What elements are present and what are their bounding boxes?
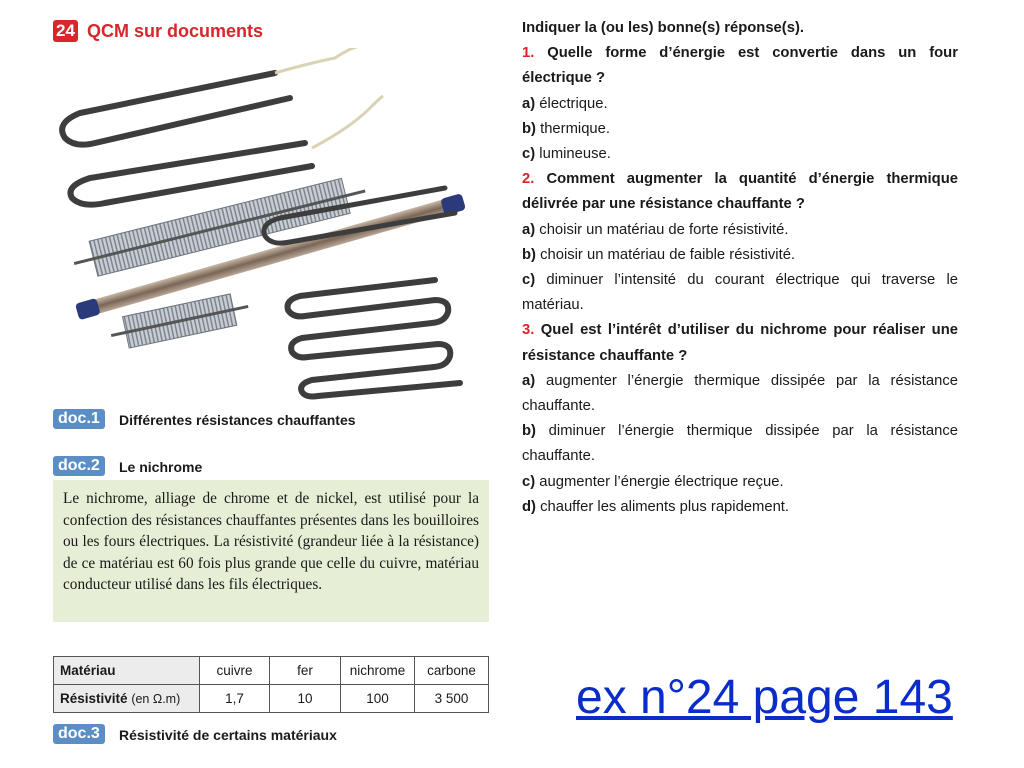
questions-column <box>522 16 958 520</box>
answer-option <box>522 495 958 520</box>
option-text: diminuer l’énergie thermique dissipée par la résistance chauffante. <box>522 423 958 465</box>
option-text: augmenter l’énergie électrique reçue. <box>539 473 784 490</box>
option-text: choisir un matériau de faible résistivité. <box>540 246 796 263</box>
option-letter: c) <box>522 146 536 163</box>
heating-elements-photo <box>50 48 500 403</box>
answer-option <box>522 117 958 142</box>
table-cell: 1,7 <box>200 685 270 713</box>
doc1-tag: doc.1 <box>53 409 105 429</box>
table-cell: cuivre <box>200 657 270 685</box>
exercise-title: QCM sur documents <box>87 21 264 41</box>
option-text: électrique. <box>539 95 608 112</box>
option-text: augmenter l’énergie thermique dissipée par la résistance chauffante. <box>522 372 958 415</box>
question-text: Quelle forme d’énergie est convertie dans un four électrique ? <box>522 45 958 87</box>
question-number: 1. <box>522 45 535 62</box>
option-letter: b) <box>522 423 536 440</box>
answer-option <box>522 142 958 167</box>
resistivity-unit: (en Ω.m) <box>131 692 181 706</box>
table-row <box>54 657 489 685</box>
option-letter: a) <box>522 95 536 112</box>
resistivity-table <box>53 656 489 713</box>
table-cell: 3 500 <box>415 685 489 713</box>
nichrome-text-box: Le nichrome, alliage de chrome et de nickel, est utilisé pour la confection des résistances chauffantes présentes dans les bouilloires ou les fours électriques. La résistivité (grandeur liée à la résistance) de ce matériau est 60 fois plus grande que celle du cuivre, matériau conducteur utilisé dans les fils électriques. <box>53 480 489 622</box>
resistivity-label: Résistivité <box>60 691 128 706</box>
page-reference-link[interactable]: ex n°24 page 143 <box>576 671 953 724</box>
answer-option <box>522 268 958 318</box>
option-letter: c) <box>522 473 536 490</box>
question-1 <box>522 41 958 91</box>
table-cell: 100 <box>341 685 415 713</box>
table-cell: 10 <box>270 685 341 713</box>
u-shaped-heating-element <box>62 73 290 145</box>
doc2-caption: Le nichrome <box>119 459 203 475</box>
doc1-caption: Différentes résistances chauffantes <box>119 412 356 428</box>
option-letter: a) <box>522 372 536 389</box>
option-letter: d) <box>522 498 536 515</box>
option-letter: c) <box>522 272 536 289</box>
table-cell: nichrome <box>341 657 415 685</box>
exercise-number-badge: 24 <box>53 20 78 42</box>
question-text: Comment augmenter la quantité d’énergie thermique délivrée par une résistance chauffante ? <box>522 171 958 213</box>
option-text: chauffer les aliments plus rapidement. <box>540 498 790 515</box>
table-row <box>54 685 489 713</box>
doc2-tag: doc.2 <box>53 456 105 476</box>
answer-option <box>522 470 958 495</box>
option-letter: b) <box>522 120 536 137</box>
table-header-material: Matériau <box>54 657 200 685</box>
answer-option <box>522 419 958 469</box>
serpentine-heating-element <box>288 280 461 397</box>
option-text: diminuer l’intensité du courant électrique qui traverse le matériau. <box>522 272 958 314</box>
option-letter: b) <box>522 246 536 263</box>
answer-option <box>522 92 958 117</box>
option-text: choisir un matériau de forte résistivité. <box>539 221 789 238</box>
connection-wire <box>275 48 360 73</box>
answer-option <box>522 369 958 419</box>
doc3-caption: Résistivité de certains matériaux <box>119 727 337 743</box>
option-text: lumineuse. <box>539 146 611 163</box>
table-cell: fer <box>270 657 341 685</box>
table-cell: carbone <box>415 657 489 685</box>
connection-wire <box>312 96 383 148</box>
question-number: 2. <box>522 171 535 188</box>
question-3 <box>522 318 958 368</box>
answer-option <box>522 218 958 243</box>
answer-option <box>522 243 958 268</box>
option-text: thermique. <box>540 120 611 137</box>
option-letter: a) <box>522 221 536 238</box>
question-number: 3. <box>522 322 535 339</box>
instructions: Indiquer la (ou les) bonne(s) réponse(s). <box>522 20 804 36</box>
question-text: Quel est l’intérêt d’utiliser du nichrome pour réaliser une résistance chauffante ? <box>522 322 958 364</box>
doc3-tag: doc.3 <box>53 724 105 744</box>
table-header-resistivity <box>54 685 200 713</box>
question-2 <box>522 167 958 217</box>
